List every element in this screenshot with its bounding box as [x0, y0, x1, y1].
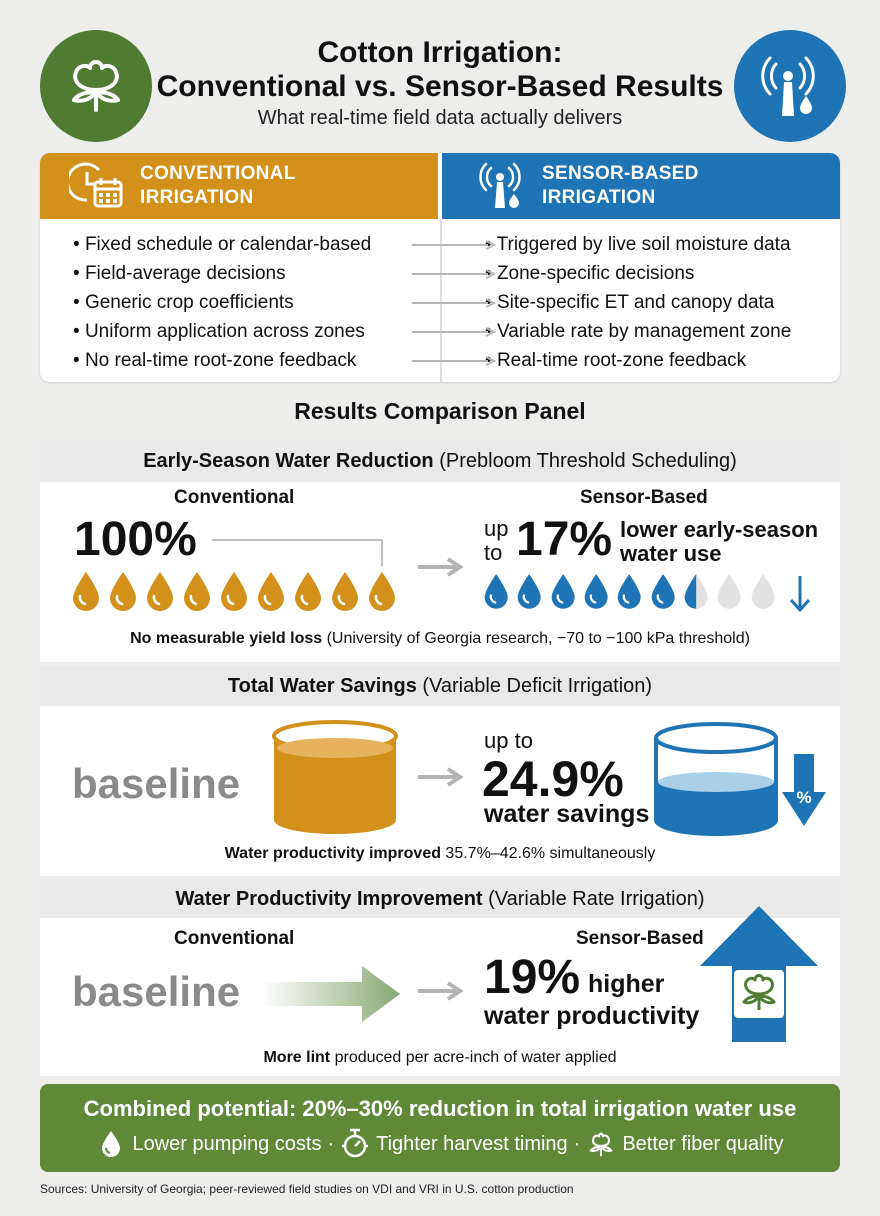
water-drop-icon [615, 570, 643, 612]
water-drop-icon [292, 570, 324, 612]
early-season-note: No measurable yield loss (University of Georgia research, −70 to −100 kPa threshold) [130, 630, 750, 647]
list-item: • Site-specific ET and canopy data [485, 292, 775, 313]
list-item: • Variable rate by management zone [485, 321, 792, 342]
productivity-desc-line1: higher [588, 970, 665, 998]
water-drop-icon [218, 570, 250, 612]
half-water-drop-icon [682, 570, 710, 612]
page-title-line1: Cotton Irrigation: [317, 36, 563, 69]
water-drop-icon [582, 570, 610, 612]
list-item: • Generic crop coefficients [73, 292, 294, 313]
sensor-value: 17% [516, 513, 613, 566]
separator: · [327, 1132, 335, 1155]
productivity-note: More lint produced per acre-inch of water applied [263, 1049, 617, 1066]
savings-desc: water savings [484, 800, 650, 828]
arrow-down-icon [788, 574, 812, 614]
list-item: • Real-time root-zone feedback [485, 350, 747, 371]
up-to-text: up to [484, 728, 533, 753]
list-item: • Field-average decisions [73, 263, 286, 284]
conventional-title-line1: CONVENTIONAL [140, 163, 296, 184]
conventional-drops [70, 570, 405, 614]
cotton-boll-icon [586, 1128, 616, 1160]
comparison-table [40, 153, 840, 382]
water-drop-icon [329, 570, 361, 612]
benefits-row [40, 1128, 840, 1160]
early-season-heading: Early-Season Water Reduction (Prebloom Threshold Scheduling) [40, 440, 840, 482]
conventional-title-line2: IRRIGATION [140, 187, 254, 208]
sensor-label: Sensor-Based [580, 487, 708, 508]
water-drop-icon [515, 570, 543, 612]
sensor-title-line1: SENSOR-BASED [542, 163, 699, 184]
arrow-right-icon [416, 980, 464, 1002]
total-savings-heading: Total Water Savings (Variable Deficit Irrigation) [40, 666, 840, 706]
partial-tank-icon [652, 718, 780, 840]
arrow-right-icon [416, 766, 464, 788]
gradient-arrow-icon [262, 966, 402, 1022]
empty-water-drop-icon [749, 570, 777, 612]
benefit-label: Better fiber quality [622, 1132, 784, 1155]
percent-down-arrow: % [782, 754, 826, 828]
benefit-label: Tighter harvest timing [376, 1132, 568, 1155]
list-item: • Triggered by live soil moisture data [485, 234, 791, 255]
sensor-logo-badge [734, 30, 846, 142]
arrow-right-icon [416, 556, 464, 578]
conventional-label: Conventional [174, 928, 295, 949]
sensor-desc: lower early-season water use [620, 517, 819, 566]
water-drop-icon [100, 1130, 122, 1158]
sensor-list [485, 230, 791, 375]
full-tank-icon [270, 718, 400, 838]
up-to-text: up to [484, 516, 509, 565]
water-drop-icon [70, 570, 102, 612]
page-title-line2: Conventional vs. Sensor-Based Results [156, 70, 724, 103]
conventional-value: 100% [74, 513, 197, 566]
pump-gauge-icon [340, 1128, 370, 1160]
empty-water-drop-icon [715, 570, 743, 612]
list-item: • Fixed schedule or calendar-based [73, 234, 372, 255]
up-arrow-cotton-icon [700, 906, 818, 1042]
bracket-line [210, 538, 385, 568]
arrow-right-icon [412, 298, 496, 308]
sensor-label: Sensor-Based [576, 928, 704, 949]
water-drop-icon [482, 570, 510, 612]
arrow-right-icon [412, 240, 496, 250]
benefit-label: Lower pumping costs [132, 1132, 322, 1155]
baseline-text: baseline [72, 760, 241, 807]
conventional-label: Conventional [174, 487, 295, 508]
clock-calendar-icon [69, 160, 127, 212]
sensor-drops [482, 570, 782, 614]
water-drop-icon [366, 570, 398, 612]
water-drop-icon [255, 570, 287, 612]
list-item: • No real-time root-zone feedback [73, 350, 357, 371]
sensor-header [442, 153, 840, 219]
list-item: • Zone-specific decisions [485, 263, 695, 284]
water-drop-icon [181, 570, 213, 612]
water-drop-icon [144, 570, 176, 612]
productivity-heading: Water Productivity Improvement (Variable Rate Irrigation) [40, 880, 840, 918]
sensor-antenna-water-icon [748, 44, 832, 128]
page-subtitle: What real-time field data actually delivers [257, 107, 623, 129]
conventional-list [73, 230, 371, 375]
results-title: Results Comparison Panel [294, 398, 586, 424]
sensor-title-line2: IRRIGATION [542, 187, 656, 208]
water-drop-icon [107, 570, 139, 612]
savings-value: 24.9% [482, 751, 624, 807]
arrow-right-icon [412, 356, 496, 366]
sources-text: Sources: University of Georgia; peer-reviewed field studies on VDI and VRI in U.S. cotton production [40, 1182, 574, 1196]
list-item: • Uniform application across zones [73, 321, 365, 342]
sensor-antenna-icon [474, 160, 526, 212]
combined-potential-text: Combined potential: 20%–30% reduction in total irrigation water use [83, 1096, 797, 1121]
water-drop-icon [549, 570, 577, 612]
productivity-value: 19% [484, 951, 581, 1004]
conventional-header [40, 153, 438, 219]
separator: · [573, 1132, 581, 1155]
baseline-text: baseline [72, 968, 241, 1015]
total-savings-note: Water productivity improved 35.7%–42.6% simultaneously [224, 845, 656, 862]
arrow-right-icon [412, 327, 496, 337]
productivity-desc-line2: water productivity [484, 1002, 700, 1030]
combined-potential-banner [40, 1084, 840, 1172]
water-drop-icon [649, 570, 677, 612]
arrow-right-icon [412, 269, 496, 279]
